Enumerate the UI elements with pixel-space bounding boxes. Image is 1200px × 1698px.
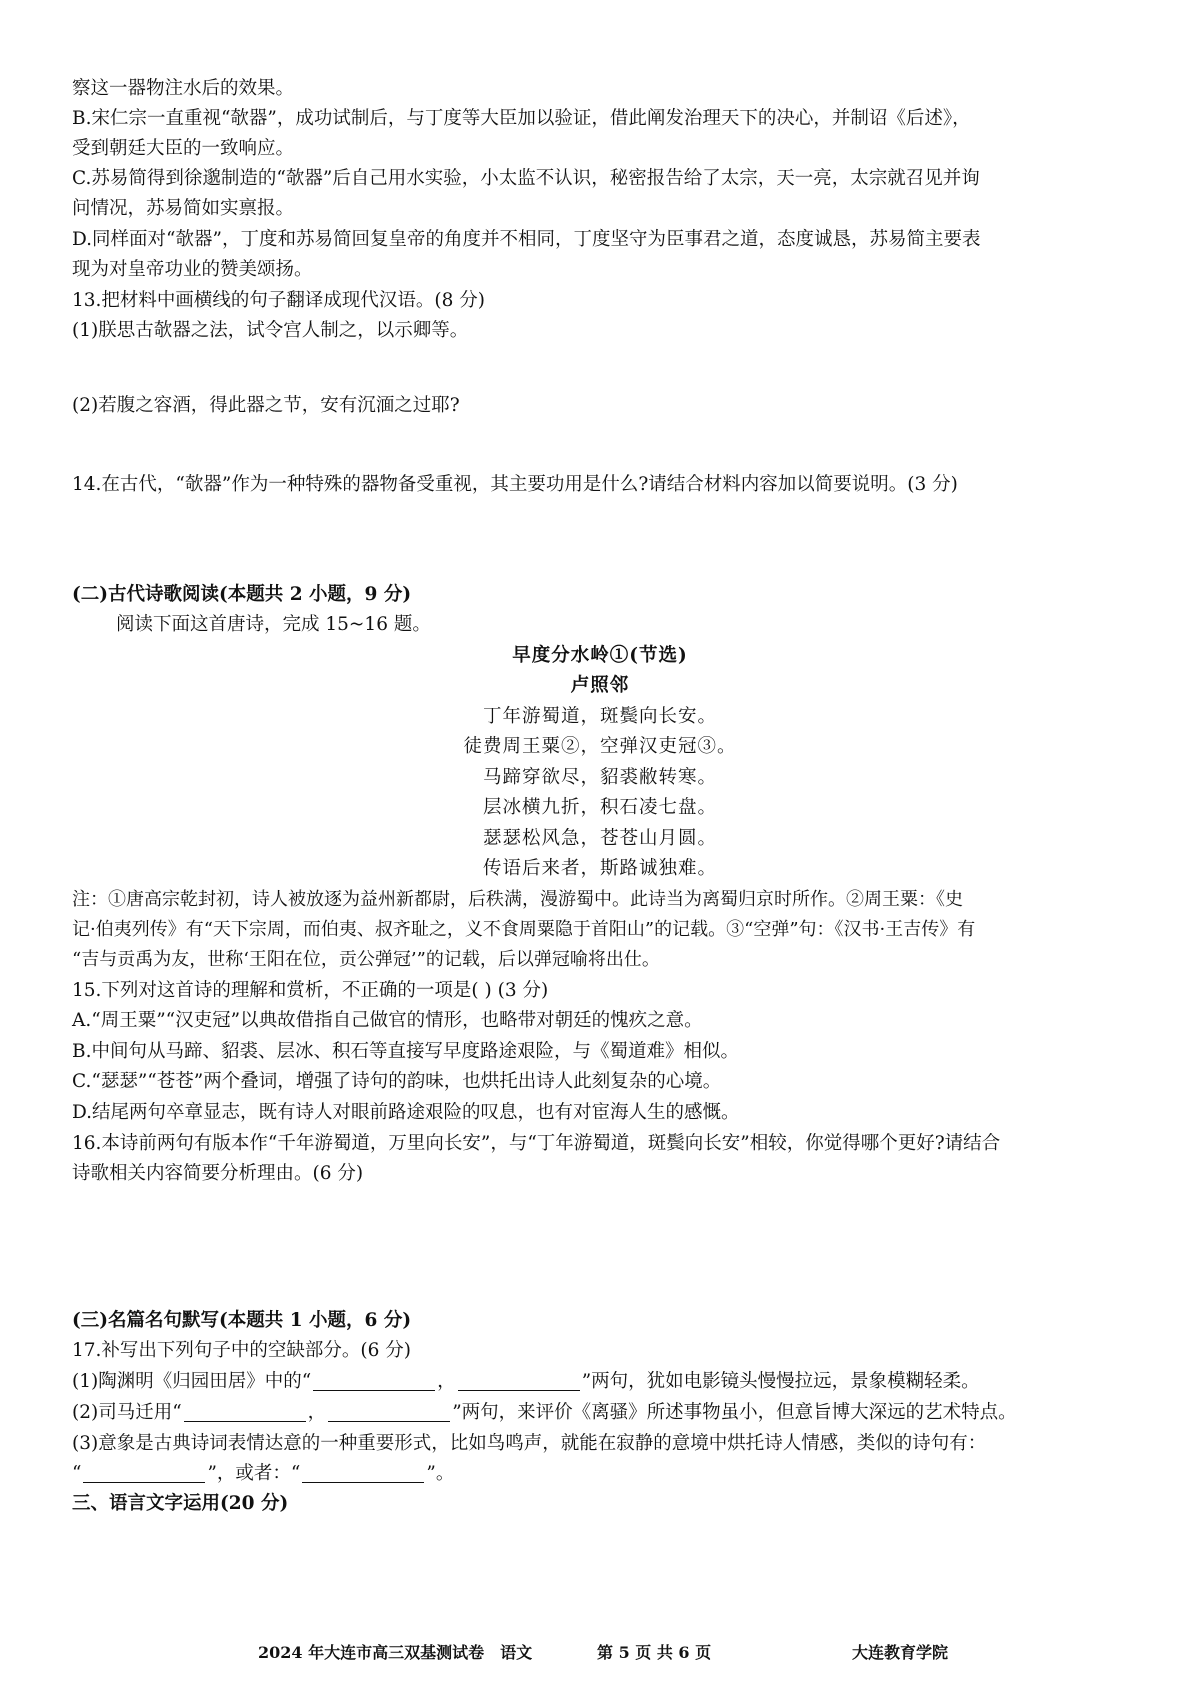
question-13-sentence-2: (2)若腹之容酒，得此器之节，安有沉湎之过耶? xyxy=(72,395,460,416)
question-15-option-a: A.“周王粟”“汉吏冠”以典故借指自己做官的情形，也略带对朝廷的愧疚之意。 xyxy=(72,1010,703,1031)
question-15-option-d: D.结尾两句卒章显志，既有诗人对眼前路途艰险的叹息，也有对宦海人生的感慨。 xyxy=(72,1102,740,1123)
answer-blank[interactable] xyxy=(302,1462,424,1483)
question-16-continuation: 诗歌相关内容简要分析理由。(6 分) xyxy=(72,1163,364,1184)
poem-line: 丁年游蜀道，斑鬓向长安。 xyxy=(482,706,717,727)
poem-author: 卢照邻 xyxy=(570,675,630,696)
question-17-item-1: (1)陶渊明《归园田居》中的“ ， ”两句，犹如电影镜头慢慢拉远，景象模糊轻柔。 xyxy=(72,1371,980,1392)
option-b-continuation: 受到朝廷大臣的一致响应。 xyxy=(72,138,295,159)
poem-note-line: 注：①唐高宗乾封初，诗人被放逐为益州新都尉，后秩满，漫游蜀中。此诗当为离蜀归京时所作。②周王粟：《史 xyxy=(72,889,963,910)
question-17-item-3-blanks: “ ”，或者：“ ”。 xyxy=(72,1463,455,1484)
poem-line: 层冰横九折，积石凌七盘。 xyxy=(482,797,717,818)
question-17-title: 17.补写出下列句子中的空缺部分。(6 分) xyxy=(72,1340,412,1361)
question-15-title: 15.下列对这首诗的理解和赏析，不正确的一项是( ) (3 分) xyxy=(72,980,549,1001)
section-language-heading: 三、语言文字运用(20 分) xyxy=(72,1493,289,1514)
option-d-text: D.同样面对“欹器”，丁度和苏易简回复皇帝的角度并不相同，丁度坚守为臣事君之道，态度诚恳，苏易简主要表 xyxy=(72,229,981,250)
poem-line: 瑟瑟松风急，苍苍山月圆。 xyxy=(482,828,717,849)
poem-line: 传语后来者，斯路诚独难。 xyxy=(482,858,717,879)
question-15-option-b: B.中间句从马蹄、貂裘、层冰、积石等直接写早度路途艰险，与《蜀道难》相似。 xyxy=(72,1041,739,1062)
section-recitation-heading: (三)名篇名句默写(本题共 1 小题，6 分) xyxy=(72,1310,412,1331)
footer-exam-title: 2024 年大连市高三双基测试卷 语文 xyxy=(258,1643,533,1662)
option-c-text: C.苏易简得到徐邈制造的“欹器”后自己用水实验，小太监不认识，秘密报告给了太宗，天一亮，太宗就召见并询 xyxy=(72,168,980,189)
question-13-sentence-1: (1)朕思古欹器之法，试令宫人制之，以示卿等。 xyxy=(72,320,469,341)
poem-line: 马蹄穿欲尽，貂裘敝转寒。 xyxy=(482,767,717,788)
option-d-continuation: 现为对皇帝功业的赞美颂扬。 xyxy=(72,259,313,280)
answer-blank[interactable] xyxy=(83,1462,205,1483)
poem-note-line: 记·伯夷列传》有“天下宗周，而伯夷、叔齐耻之，义不食周粟隐于首阳山”的记载。③“空弹”句：《汉书·王吉传》有 xyxy=(72,919,976,940)
answer-blank[interactable] xyxy=(328,1401,450,1422)
poem-note-line: “吉与贡禹为友，世称‘王阳在位，贡公弹冠’”的记载，后以弹冠喻将出仕。 xyxy=(72,949,660,970)
question-14-title: 14.在古代，“欹器”作为一种特殊的器物备受重视，其主要功用是什么?请结合材料内容加以简要说明。(3 分) xyxy=(72,474,958,495)
section-poetry-heading: (二)古代诗歌阅读(本题共 2 小题，9 分) xyxy=(72,584,412,605)
question-17-item-2: (2)司马迁用“ ， ”两句，来评价《离骚》所述事物虽小，但意旨博大深远的艺术特点。 xyxy=(72,1402,1017,1423)
question-16-title: 16.本诗前两句有版本作“千年游蜀道，万里向长安”，与“丁年游蜀道，斑鬓向长安”相较，你觉得哪个更好?请结合 xyxy=(72,1133,1001,1154)
answer-blank[interactable] xyxy=(313,1370,435,1391)
poem-title: 早度分水岭①(节选) xyxy=(512,645,688,666)
option-b-text: B.宋仁宗一直重视“欹器”，成功试制后，与丁度等大臣加以验证，借此阐发治理天下的决心，并制诏《后述》， xyxy=(72,108,971,129)
answer-blank[interactable] xyxy=(184,1401,306,1422)
option-a-continuation: 察这一器物注水后的效果。 xyxy=(72,78,295,99)
option-c-continuation: 问情况，苏易简如实禀报。 xyxy=(72,198,295,219)
answer-blank[interactable] xyxy=(458,1370,580,1391)
question-15-option-c: C.“瑟瑟”“苍苍”两个叠词，增强了诗句的韵味，也烘托出诗人此刻复杂的心境。 xyxy=(72,1071,722,1092)
section-poetry-intro: 阅读下面这首唐诗，完成 15~16 题。 xyxy=(116,614,431,635)
poem-line: 徒费周王粟②，空弹汉吏冠③。 xyxy=(463,736,737,757)
footer-page-number: 第 5 页 共 6 页 xyxy=(597,1643,712,1662)
question-17-item-3: (3)意象是古典诗词表情达意的一种重要形式，比如鸟鸣声，就能在寂静的意境中烘托诗人情感，类似的诗句有： xyxy=(72,1433,987,1454)
footer-organization: 大连教育学院 xyxy=(852,1643,949,1662)
question-13-title: 13.把材料中画横线的句子翻译成现代汉语。(8 分) xyxy=(72,290,486,311)
